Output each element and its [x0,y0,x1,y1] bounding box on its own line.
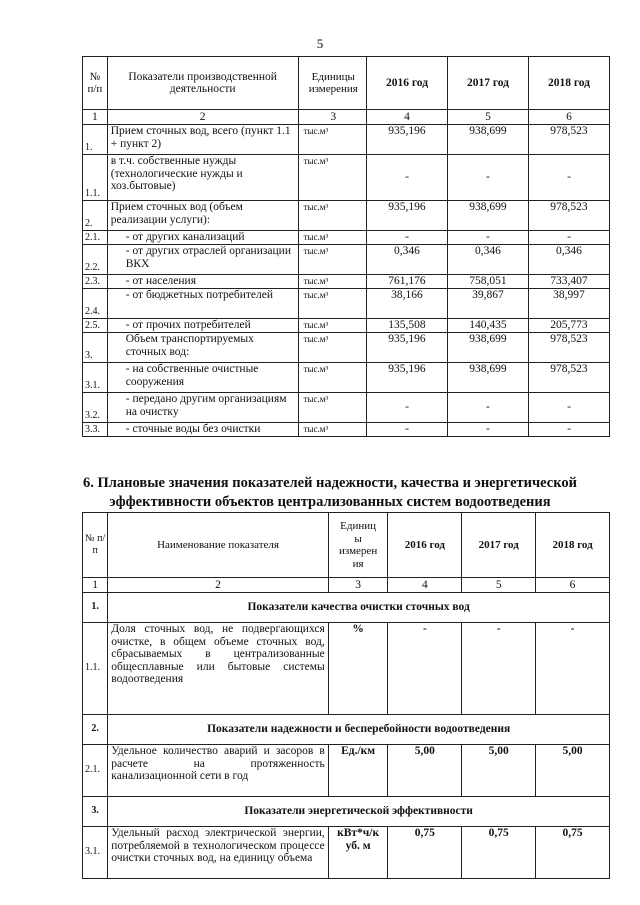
row-name: Прием сточных вод (объем реализации услуги): [107,201,298,231]
section-title-line: эффективности объектов централизованных систем водоотведения [109,494,551,510]
row-unit: тыс.м³ [298,393,366,423]
table-row [83,333,610,363]
row-value-2017: 39,867 [447,289,528,319]
row-name: Объем транспортируемых сточных вод: [107,333,298,363]
index-cell: 1 [83,578,108,593]
unit-header-line: измерен [339,545,378,557]
section-number: 1. [83,593,108,623]
table-row [83,623,610,715]
row-number: 1.1. [83,623,108,715]
section-title: Показатели надежности и бесперебойности водоотведения [108,715,610,745]
index-cell: 3 [298,110,366,125]
row-unit: тыс.м³ [298,423,366,437]
row-name: Прием сточных вод, всего (пункт 1.1 + пункт 2) [107,125,298,155]
section-title-line: 6. Плановые значения показателей надежности, качества и энергетической [83,475,577,491]
row-value-2016: 935,196 [367,125,448,155]
row-name: - сточные воды без очистки [107,423,298,437]
row-value-2016: 935,196 [367,333,448,363]
table-row [83,231,610,245]
section-number: 3. [83,797,108,827]
row-number: 3. [83,333,108,363]
row-name: - от бюджетных потребителей [107,289,298,319]
index-cell: 6 [528,110,609,125]
col-2017-header: 2017 год [447,57,528,110]
row-value-2017: 938,699 [447,333,528,363]
row-number: 2.1. [83,745,108,797]
row-unit: тыс.м³ [298,201,366,231]
table-row [83,363,610,393]
row-value-2016: 0,75 [388,827,462,879]
row-value-2017: - [447,155,528,201]
row-value-2016: 761,176 [367,275,448,289]
row-unit: Ед./км [328,745,388,797]
col-2016-header: 2016 год [367,57,448,110]
table-row [83,155,610,201]
table-row [83,289,610,319]
row-value-2018: 733,407 [528,275,609,289]
section-title: Показатели качества очистки сточных вод [108,593,610,623]
table-row [83,275,610,289]
row-value-2018: 978,523 [528,201,609,231]
row-value-2018: 205,773 [528,319,609,333]
row-number: 1.1. [83,155,108,201]
index-cell: 2 [107,110,298,125]
section-number: 2. [83,715,108,745]
col-number-header: № п/п [83,57,108,110]
row-number: 2.3. [83,275,108,289]
row-value-2018: - [528,423,609,437]
row-value-2017: 140,435 [447,319,528,333]
col-name-header: Наименование показателя [108,513,329,578]
col-unit-header [328,513,388,578]
row-value-2018: 0,346 [528,245,609,275]
col-2017-header: 2017 год [462,513,536,578]
table-header-row [83,57,610,110]
row-name: Удельное количество аварий и засоров в расчете на протяженность канализационной сети в год [108,745,329,797]
index-cell: 5 [462,578,536,593]
row-value-2018: 0,75 [536,827,610,879]
unit-header-line: Единиц [340,520,377,532]
row-number: 2. [83,201,108,231]
row-unit: кВт*ч/к уб. м [328,827,388,879]
table-row [83,125,610,155]
row-name: - от других отраслей организации ВКХ [107,245,298,275]
row-value-2016: - [367,393,448,423]
row-value-2016: - [367,231,448,245]
unit-header-line: ы [354,532,362,545]
row-value-2016: 5,00 [388,745,462,797]
production-indicators-table [82,56,610,437]
row-name: - от прочих потребителей [107,319,298,333]
page-number: 5 [316,36,324,51]
section-row [83,593,610,623]
section-title: Показатели энергетической эффективности [108,797,610,827]
column-index-row [83,578,610,593]
index-cell: 3 [328,578,388,593]
index-cell: 4 [388,578,462,593]
row-value-2017: 938,699 [447,201,528,231]
row-unit: тыс.м³ [298,125,366,155]
column-index-row [83,110,610,125]
row-name: - от населения [107,275,298,289]
row-value-2017: 0,346 [447,245,528,275]
row-unit: тыс.м³ [298,245,366,275]
table-row [83,245,610,275]
row-unit: % [328,623,388,715]
row-value-2018: 978,523 [528,333,609,363]
index-cell: 6 [536,578,610,593]
row-value-2016: 935,196 [367,363,448,393]
row-number: 3.2. [83,393,108,423]
section-row [83,797,610,827]
row-unit: тыс.м³ [298,231,366,245]
row-name: Удельный расход электрической энергии, потребляемой в технологическом процессе очистки сточных вод, на единицу объема [108,827,329,879]
row-number: 3.1. [83,363,108,393]
row-value-2018: 978,523 [528,363,609,393]
row-value-2016: - [367,423,448,437]
row-value-2018: 978,523 [528,125,609,155]
row-unit: тыс.м³ [298,155,366,201]
index-cell: 5 [447,110,528,125]
index-cell: 4 [367,110,448,125]
index-cell: 1 [83,110,108,125]
row-name: - от других канализаций [107,231,298,245]
row-name: Доля сточных вод, не подвергающихся очистке, в общем объеме сточных вод, сбрасываемых в централизованные общесплавные или бытовые системы водоотведения [108,623,329,715]
row-value-2018: - [528,155,609,201]
row-name: - на собственные очистные сооружения [107,363,298,393]
section-row [83,715,610,745]
row-value-2016: - [367,155,448,201]
row-value-2017: 0,75 [462,827,536,879]
row-value-2018: 5,00 [536,745,610,797]
row-value-2016: - [388,623,462,715]
row-number: 3.3. [83,423,108,437]
row-number: 1. [83,125,108,155]
row-value-2017: 938,699 [447,363,528,393]
col-name-header: Показатели производственной деятельности [107,57,298,110]
row-value-2018: - [528,393,609,423]
row-value-2016: 38,166 [367,289,448,319]
row-value-2018: - [528,231,609,245]
row-value-2017: - [447,231,528,245]
row-unit: тыс.м³ [298,363,366,393]
col-unit-header: Единицы измерения [298,57,366,110]
row-number: 2.4. [83,289,108,319]
unit-header-line: ия [352,557,364,570]
table-row [83,827,610,879]
index-cell: 2 [108,578,329,593]
row-value-2018: 38,997 [528,289,609,319]
section-6-title [60,474,600,512]
row-value-2017: 5,00 [462,745,536,797]
row-value-2016: 135,508 [367,319,448,333]
row-value-2018: - [536,623,610,715]
col-2018-header: 2018 год [528,57,609,110]
row-value-2016: 935,196 [367,201,448,231]
table-row [83,319,610,333]
row-number: 2.5. [83,319,108,333]
row-unit: тыс.м³ [298,275,366,289]
row-unit: тыс.м³ [298,289,366,319]
table-header-row [83,513,610,578]
row-value-2017: - [447,423,528,437]
row-unit: тыс.м³ [298,333,366,363]
row-number: 2.2. [83,245,108,275]
row-value-2017: - [462,623,536,715]
col-number-header: № п/п [83,513,108,578]
reliability-indicators-table [82,512,610,879]
row-unit: тыс.м³ [298,319,366,333]
table-row [83,393,610,423]
table-row [83,201,610,231]
row-number: 2.1. [83,231,108,245]
row-number: 3.1. [83,827,108,879]
row-value-2017: 758,051 [447,275,528,289]
row-name: - передано другим организациям на очистку [107,393,298,423]
row-value-2017: - [447,393,528,423]
table-row [83,423,610,437]
table-row [83,745,610,797]
row-name: в т.ч. собственные нужды (технологические нужды и хоз.бытовые) [107,155,298,201]
col-2016-header: 2016 год [388,513,462,578]
row-value-2016: 0,346 [367,245,448,275]
col-2018-header: 2018 год [536,513,610,578]
row-value-2017: 938,699 [447,125,528,155]
